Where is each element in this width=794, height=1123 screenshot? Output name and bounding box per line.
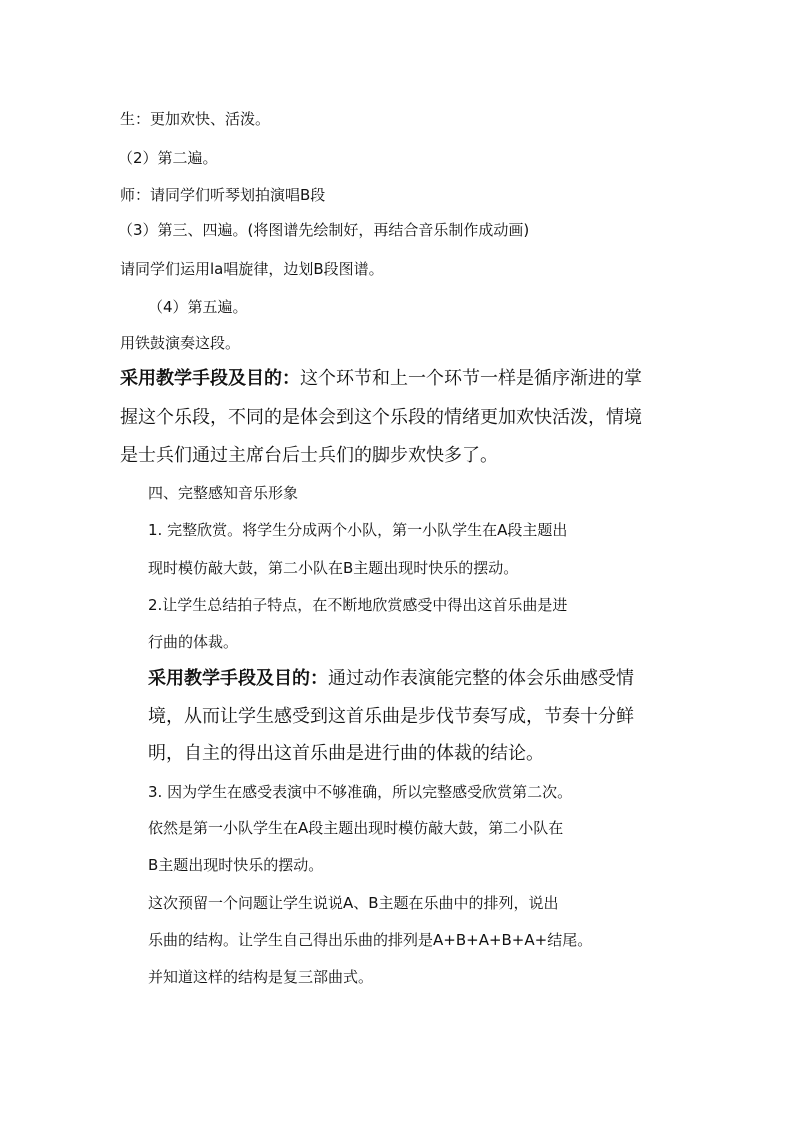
purpose-text: 通过动作表演能完整的体会乐曲感受情	[328, 668, 634, 689]
la-melody-line: 请同学们运用la唱旋律，边划B段图谱。	[120, 260, 384, 278]
section-four-item-2-line-2: 行曲的体裁。	[148, 633, 239, 651]
teacher-instruction-line: 师：请同学们听琴划拍演唱B段	[120, 186, 326, 204]
section-five-item-3-line-2: 依然是第一小队学生在A段主题出现时模仿敲大鼓，第二小队在	[148, 819, 564, 837]
purpose-paragraph-1-line-1	[120, 370, 642, 388]
section-five-item-3-line-3: B主题出现时快乐的摆动。	[148, 856, 324, 874]
section-five-note-line-3: 并知道这样的结构是复三部曲式。	[148, 968, 374, 986]
third-fourth-time-line: （3）第三、四遍。(将图谱先绘制好，再结合音乐制作成动画)	[118, 221, 530, 239]
section-four-item-1-line-2: 现时模仿敲大鼓，第二小队在B主题出现时快乐的摆动。	[148, 559, 519, 577]
purpose-paragraph-2-line-3: 明，自主的得出这首乐曲是进行曲的体裁的结论。	[148, 743, 544, 764]
section-five-item-3-line-1: 3. 因为学生在感受表演中不够准确，所以完整感受欣赏第二次。	[148, 783, 573, 801]
section-four-item-2-line-1: 2.让学生总结拍子特点，在不断地欣赏感受中得出这首乐曲是进	[148, 596, 568, 614]
purpose-paragraph-2-line-1	[148, 670, 634, 688]
drum-performance-line: 用铁鼓演奏这段。	[120, 334, 241, 352]
section-four-item-1-line-1: 1. 完整欣赏。将学生分成两个小队，第一小队学生在A段主题出	[148, 521, 568, 539]
second-time-line: （2）第二遍。	[118, 149, 218, 167]
purpose-label: 采用教学手段及目的：	[120, 368, 300, 389]
purpose-paragraph-2-line-2: 境，从而让学生感受到这首乐曲是步伐节奏写成，节奏十分鲜	[148, 706, 634, 727]
purpose-paragraph-1-line-2: 握这个乐段，不同的是体会到这个乐段的情绪更加欢快活泼，情境	[120, 407, 642, 428]
purpose-paragraph-1-line-3: 是士兵们通过主席台后士兵们的脚步欢快多了。	[120, 445, 498, 466]
section-four-heading: 四、完整感知音乐形象	[148, 484, 299, 502]
section-five-note-line-1: 这次预留一个问题让学生说说A、B主题在乐曲中的排列，说出	[148, 894, 559, 912]
fifth-time-line: （4）第五遍。	[148, 298, 248, 316]
section-five-note-line-2: 乐曲的结构。让学生自己得出乐曲的排列是A+B+A+B+A+结尾。	[148, 931, 593, 949]
student-response-line: 生：更加欢快、活泼。	[120, 110, 271, 128]
purpose-text: 这个环节和上一个环节一样是循序渐进的掌	[300, 368, 642, 389]
purpose-label: 采用教学手段及目的：	[148, 668, 328, 689]
